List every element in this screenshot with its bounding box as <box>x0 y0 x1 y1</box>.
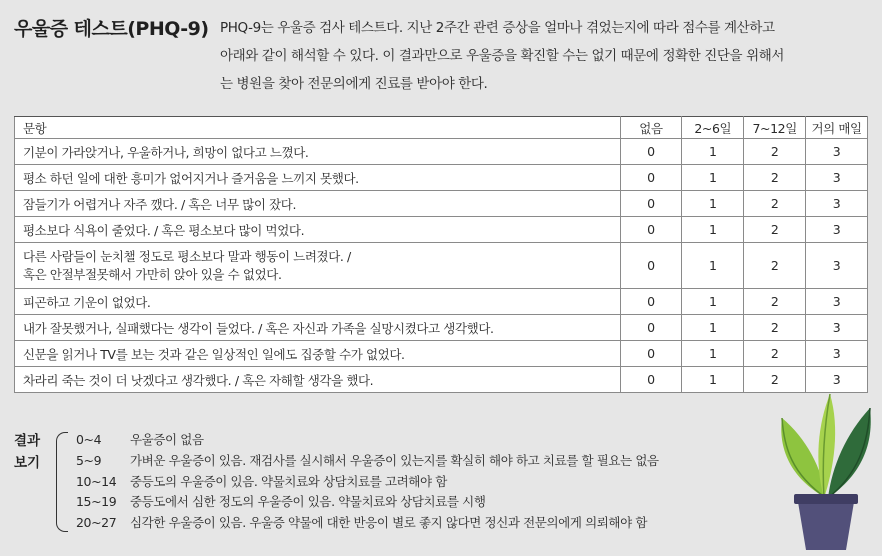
score-cell: 1 <box>682 289 744 315</box>
score-interpretation: 중등도에서 심한 정도의 우울증이 있음. 약물치료와 상담치료를 시행 <box>130 494 486 510</box>
result-guide-label <box>14 430 50 474</box>
score-cell: 0 <box>620 217 682 243</box>
score-cell: 3 <box>806 217 868 243</box>
question-cell <box>15 191 621 217</box>
description-line: 아래와 같이 해석할 수 있다. 이 결과만으로 우울증을 확진할 수는 없기 때문에 정확한 진단을 위해서 <box>220 48 785 64</box>
score-cell: 0 <box>620 139 682 165</box>
score-cell: 2 <box>744 217 806 243</box>
table-row <box>15 165 868 191</box>
score-cell: 3 <box>806 243 868 289</box>
score-cell: 1 <box>682 341 744 367</box>
description <box>220 14 874 98</box>
score-cell: 0 <box>620 243 682 289</box>
score-range: 0~4 <box>76 432 102 447</box>
score-cell: 0 <box>620 191 682 217</box>
table-row <box>15 139 868 165</box>
score-cell: 2 <box>744 243 806 289</box>
question-cell <box>15 217 621 243</box>
table-row <box>15 217 868 243</box>
table-row <box>15 367 868 393</box>
question-text: 기분이 가라앉거나, 우울하거나, 희망이 없다고 느꼈다. <box>23 144 309 160</box>
score-range-item <box>76 430 659 451</box>
table-row <box>15 315 868 341</box>
question-cell <box>15 243 621 289</box>
score-cell: 3 <box>806 139 868 165</box>
header-question: 문항 <box>15 117 621 139</box>
score-range-item <box>76 492 659 513</box>
bracket-divider <box>56 432 68 532</box>
question-text: 잠들기가 어렵거나 자주 깼다. / 혹은 너무 많이 잤다. <box>23 196 297 212</box>
table-row <box>15 191 868 217</box>
score-interpretation: 우울증이 없음 <box>130 432 204 447</box>
score-cell: 0 <box>620 367 682 393</box>
score-interpretation: 가벼운 우울증이 있음. 재검사를 실시해서 우울증이 있는지를 확실히 해야 하고 치료를 할 필요는 없음 <box>130 452 659 468</box>
table-row <box>15 341 868 367</box>
score-cell: 2 <box>744 191 806 217</box>
question-cell <box>15 289 621 315</box>
header-2-6-days: 2~6일 <box>682 117 744 139</box>
question-text: 평소 하던 일에 대한 흥미가 없어지거나 즐거움을 느끼지 못했다. <box>23 170 359 186</box>
score-cell: 0 <box>620 289 682 315</box>
score-cell: 3 <box>806 191 868 217</box>
score-cell: 3 <box>806 289 868 315</box>
header-nearly-every-day: 거의 매일 <box>806 117 868 139</box>
table-row <box>15 289 868 315</box>
score-cell: 0 <box>620 165 682 191</box>
score-cell: 2 <box>744 165 806 191</box>
score-cell: 0 <box>620 341 682 367</box>
score-cell: 3 <box>806 341 868 367</box>
question-cell <box>15 315 621 341</box>
question-cell <box>15 165 621 191</box>
question-text: 혹은 안절부절못해서 가만히 앉아 있을 수 없었다. <box>23 266 282 282</box>
table-header-row <box>15 117 868 139</box>
header-7-12-days: 7~12일 <box>744 117 806 139</box>
potted-plant-icon <box>770 378 878 554</box>
question-cell <box>15 341 621 367</box>
score-range-item <box>76 513 659 534</box>
score-interpretation-list <box>76 430 659 534</box>
result-label-line: 보기 <box>14 455 41 471</box>
score-cell: 3 <box>806 165 868 191</box>
phq9-table <box>14 116 868 393</box>
score-cell: 1 <box>682 139 744 165</box>
score-cell: 3 <box>806 367 868 393</box>
result-label-line: 결과 <box>14 433 41 449</box>
table-row <box>15 243 868 289</box>
score-range: 5~9 <box>76 452 102 468</box>
score-range: 10~14 <box>76 473 117 489</box>
description-line: PHQ-9는 우울증 검사 테스트다. 지난 2주간 관련 증상을 얼마나 겪었는지에 따라 점수를 계산하고 <box>220 20 775 36</box>
score-cell: 0 <box>620 315 682 341</box>
page-title: 우울증 테스트(PHQ-9) <box>14 18 209 40</box>
description-line: 는 병원을 찾아 전문의에게 진료를 받아야 한다. <box>220 76 488 92</box>
score-interpretation: 중등도의 우울증이 있음. 약물치료와 상담치료를 고려해야 함 <box>130 473 447 489</box>
question-text: 내가 잘못했거나, 실패했다는 생각이 들었다. / 혹은 자신과 가족을 실망시켰다고 생각했다. <box>23 320 494 336</box>
score-cell: 1 <box>682 315 744 341</box>
score-cell: 3 <box>806 315 868 341</box>
question-text: 피곤하고 기운이 없었다. <box>23 294 151 310</box>
question-text: 신문을 읽거나 TV를 보는 것과 같은 일상적인 일에도 집중할 수가 없었다. <box>23 346 405 362</box>
score-range: 20~27 <box>76 515 117 531</box>
question-text: 다른 사람들이 눈치챌 정도로 평소보다 말과 행동이 느려졌다. / <box>23 248 351 264</box>
score-cell: 2 <box>744 367 806 393</box>
score-range: 15~19 <box>76 494 117 510</box>
score-cell: 1 <box>682 217 744 243</box>
score-range-item <box>76 451 659 472</box>
score-cell: 2 <box>744 139 806 165</box>
score-cell: 2 <box>744 289 806 315</box>
question-text: 차라리 죽는 것이 더 낫겠다고 생각했다. / 혹은 자해할 생각을 했다. <box>23 372 374 388</box>
score-cell: 2 <box>744 315 806 341</box>
header-none: 없음 <box>620 117 682 139</box>
score-cell: 1 <box>682 367 744 393</box>
score-range-item <box>76 472 659 493</box>
question-cell <box>15 367 621 393</box>
score-cell: 2 <box>744 341 806 367</box>
question-text: 평소보다 식욕이 줄었다. / 혹은 평소보다 많이 먹었다. <box>23 222 305 238</box>
score-cell: 1 <box>682 243 744 289</box>
question-cell <box>15 139 621 165</box>
score-cell: 1 <box>682 191 744 217</box>
score-interpretation: 심각한 우울증이 있음. 우울증 약물에 대한 반응이 별로 좋지 않다면 정신과 전문의에게 의뢰해야 함 <box>130 515 648 531</box>
score-cell: 1 <box>682 165 744 191</box>
